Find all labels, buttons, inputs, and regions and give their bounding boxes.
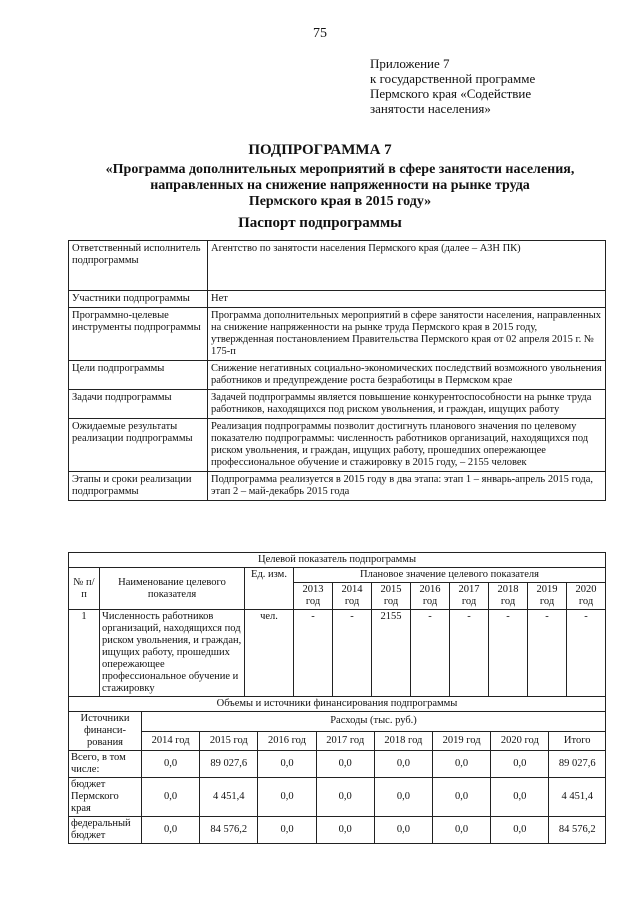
finance-value: 0,0 <box>374 778 432 817</box>
finance-row-label: бюджет Пермского края <box>69 778 142 817</box>
passport-row <box>69 472 606 501</box>
finance-value: 0,0 <box>433 778 491 817</box>
passport-row <box>69 419 606 472</box>
finance-years-row <box>69 731 606 751</box>
finance-year: 2014 год <box>142 731 200 751</box>
finance-value: 0,0 <box>258 751 316 778</box>
passport-row <box>69 291 606 308</box>
indicator-year: 2014 год <box>333 583 372 610</box>
passport-value: Реализация подпрограммы позволит достигнуть планового значения по целевому показателю подпрограммы: численность работников организаций, находящихся под риском увольнения, и граждан, ищущих работу, прошедших опережающее профессиональное обучение и стажировку в 2015 году, – 2155 человек <box>208 419 606 472</box>
finance-year: Итого <box>549 731 606 751</box>
finance-title: Объемы и источники финансирования подпрограммы <box>69 697 606 712</box>
passport-label: Этапы и сроки реализации подпрограммы <box>69 472 208 501</box>
passport-value: Нет <box>208 291 606 308</box>
passport-value: Снижение негативных социально-экономических последствий возможного увольнения работников и предупреждение роста безработицы в Пермском крае <box>208 361 606 390</box>
finance-value: 0,0 <box>258 817 316 844</box>
indicator-col-no: № п/п <box>69 568 100 610</box>
indicator-title-row <box>69 553 606 568</box>
finance-year: 2016 год <box>258 731 316 751</box>
indicator-header-row <box>69 568 606 583</box>
passport-label: Задачи подпрограммы <box>69 390 208 419</box>
indicator-year: 2018 год <box>489 583 528 610</box>
indicator-row-no: 1 <box>69 610 100 697</box>
appendix-line: Приложение 7 <box>370 56 450 71</box>
indicator-value: - <box>450 610 489 697</box>
passport-row <box>69 390 606 419</box>
finance-year: 2019 год <box>433 731 491 751</box>
finance-year: 2017 год <box>316 731 374 751</box>
finance-value: 0,0 <box>433 817 491 844</box>
finance-year: 2018 год <box>374 731 432 751</box>
finance-value: 0,0 <box>374 751 432 778</box>
indicator-col-planned: Плановое значение целевого показателя <box>294 568 606 583</box>
finance-title-row <box>69 697 606 712</box>
indicator-value: - <box>333 610 372 697</box>
indicator-year: 2020 год <box>567 583 606 610</box>
subprogram-title <box>70 162 610 210</box>
indicator-value: - <box>567 610 606 697</box>
indicator-year: 2017 год <box>450 583 489 610</box>
subprogram-heading: ПОДПРОГРАММА 7 <box>248 142 392 158</box>
finance-value: 89 027,6 <box>549 751 606 778</box>
finance-value: 0,0 <box>142 778 200 817</box>
passport-table <box>68 240 606 501</box>
indicator-year: 2019 год <box>528 583 567 610</box>
passport-value: Агентство по занятости населения Пермского края (далее – АЗН ПК) <box>208 241 606 291</box>
finance-col-expenses: Расходы (тыс. руб.) <box>142 712 606 732</box>
finance-value: 4 451,4 <box>549 778 606 817</box>
finance-value: 0,0 <box>374 817 432 844</box>
finance-value: 0,0 <box>316 778 374 817</box>
passport-label: Ожидаемые результаты реализации подпрограммы <box>69 419 208 472</box>
finance-value: 84 576,2 <box>200 817 258 844</box>
passport-label: Цели подпрограммы <box>69 361 208 390</box>
appendix-line: занятости населения» <box>370 101 491 116</box>
appendix-line: к государственной программе <box>370 71 536 86</box>
indicator-col-name: Наименование целевого показателя <box>100 568 245 610</box>
finance-row <box>69 751 606 778</box>
passport-row <box>69 308 606 361</box>
finance-value: 89 027,6 <box>200 751 258 778</box>
finance-value: 0,0 <box>142 751 200 778</box>
indicator-title: Целевой показатель подпрограммы <box>69 553 606 568</box>
appendix-line: Пермского края «Содействие <box>370 86 532 101</box>
passport-value: Задачей подпрограммы является повышение конкурентоспособности на рынке труда работников, находящихся под риском увольнения, и граждан, ищущих работу <box>208 390 606 419</box>
subprogram-title-line: направленных на снижение напряженности на рынке труда <box>150 178 530 193</box>
indicator-value: 2155 <box>372 610 411 697</box>
finance-row-label: Всего, в том числе: <box>69 751 142 778</box>
indicator-row-name: Численность работников организаций, находящихся под риском увольнения, и граждан, ищущих работу, прошедших опережающее профессиональное обучение и стажировку <box>100 610 245 697</box>
passport-label: Ответственный исполнитель подпрограммы <box>69 241 208 291</box>
finance-value: 0,0 <box>316 751 374 778</box>
indicator-year: 2016 год <box>411 583 450 610</box>
finance-value: 0,0 <box>258 778 316 817</box>
passport-title: Паспорт подпрограммы <box>238 215 402 231</box>
finance-value: 0,0 <box>316 817 374 844</box>
finance-year: 2020 год <box>491 731 549 751</box>
passport-value: Подпрограмма реализуется в 2015 году в два этапа: этап 1 – январь-апрель 2015 года, этап 2 – май-декабрь 2015 года <box>208 472 606 501</box>
finance-year: 2015 год <box>200 731 258 751</box>
indicator-value: - <box>294 610 333 697</box>
finance-header-row <box>69 712 606 732</box>
finance-value: 0,0 <box>433 751 491 778</box>
finance-value: 84 576,2 <box>549 817 606 844</box>
finance-value: 0,0 <box>491 751 549 778</box>
indicator-value: - <box>411 610 450 697</box>
indicator-value: - <box>528 610 567 697</box>
finance-row <box>69 778 606 817</box>
subprogram-title-line: Пермского края в 2015 году» <box>248 194 432 209</box>
passport-value: Программа дополнительных мероприятий в сфере занятости населения, направленных на снижение напряженности на рынке труда Пермского края в 2015 году, утвержденная постановлением Правительства Пермского края от 02 апреля 2015 г. № 175-п <box>208 308 606 361</box>
finance-table <box>68 696 606 844</box>
finance-value: 0,0 <box>491 817 549 844</box>
appendix-note <box>370 56 535 116</box>
subprogram-title-line: «Программа дополнительных мероприятий в сфере занятости населения, <box>105 162 575 177</box>
finance-value: 0,0 <box>491 778 549 817</box>
passport-row <box>69 241 606 291</box>
indicator-row-unit: чел. <box>245 610 294 697</box>
indicator-value: - <box>489 610 528 697</box>
page-number: 75 <box>313 26 327 41</box>
passport-label: Участники подпрограммы <box>69 291 208 308</box>
finance-value: 4 451,4 <box>200 778 258 817</box>
passport-row <box>69 361 606 390</box>
finance-row <box>69 817 606 844</box>
indicator-col-unit: Ед. изм. <box>245 568 294 610</box>
finance-row-label: федеральный бюджет <box>69 817 142 844</box>
finance-value: 0,0 <box>142 817 200 844</box>
indicator-year: 2013 год <box>294 583 333 610</box>
indicator-data-row <box>69 610 606 697</box>
indicator-year: 2015 год <box>372 583 411 610</box>
finance-col-source: Источники финанси-рования <box>69 712 142 751</box>
passport-label: Программно-целевые инструменты подпрограммы <box>69 308 208 361</box>
indicator-table <box>68 552 606 697</box>
